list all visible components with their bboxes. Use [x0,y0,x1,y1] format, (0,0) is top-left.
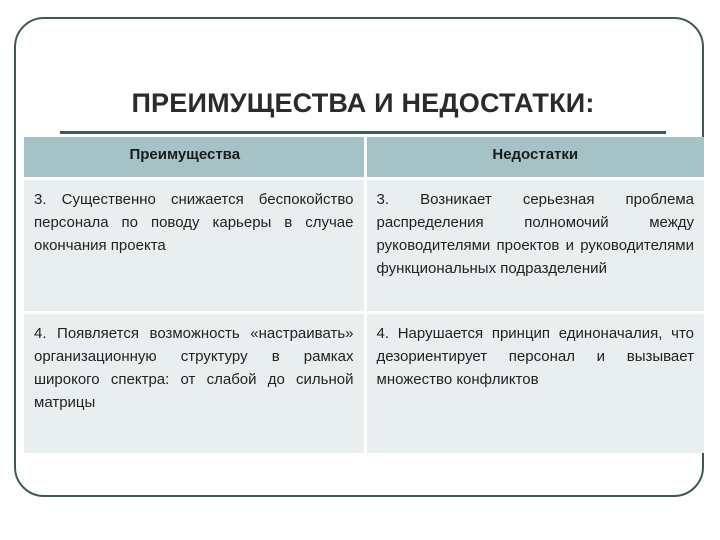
table-header-row [24,137,704,179]
header-disadvantages: Недостатки [365,137,704,179]
table-row [24,313,704,454]
disadvantage-cell: 4. Нарушается принцип единоначалия, что дезориентирует персонал и вызывает множество конфликтов [365,313,704,454]
title-underline [60,131,666,134]
page-title: ПРЕИМУЩЕСТВА И НЕДОСТАТКИ: [131,88,595,118]
advantage-cell: 3. Существенно снижается беспокойство персонала по поводу карьеры в случае окончания проекта [24,179,365,313]
advantage-cell: 4. Появляется возможность «настраивать» организационную структуру в рамках широкого спектра: от слабой до сильной матрицы [24,313,365,454]
table-row [24,179,704,313]
header-advantages: Преимущества [24,137,365,179]
comparison-table [24,137,704,453]
disadvantage-cell: 3. Возникает серьезная проблема распределения полномочий между руководителями проектов и руководителями функциональных подразделений [365,179,704,313]
